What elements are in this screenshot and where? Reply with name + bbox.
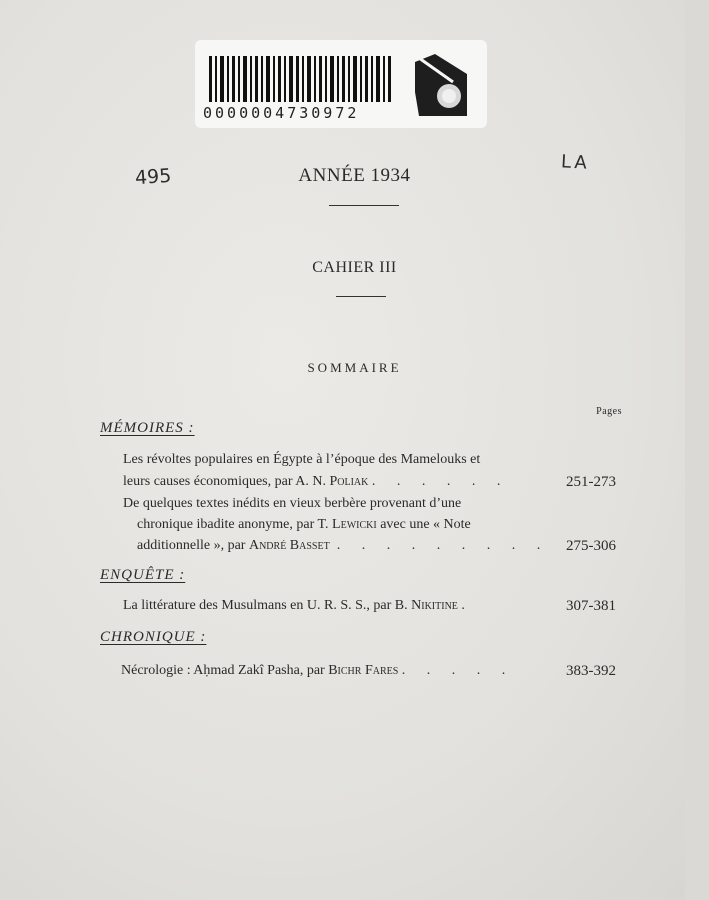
divider xyxy=(336,296,386,297)
entry-line xyxy=(123,598,465,614)
entry-line xyxy=(121,663,514,679)
entry-text: chronique ibadite anonyme, par T. xyxy=(137,517,333,532)
dot-leader: . . . . . xyxy=(401,663,515,678)
barcode-label xyxy=(195,40,487,128)
page-title-year: ANNÉE 1934 xyxy=(298,165,411,186)
entry-pages: 383-392 xyxy=(566,663,616,679)
entry-author: Bichr Fares xyxy=(328,663,399,678)
entry-author: Nikitine xyxy=(411,598,458,613)
entry-text: additionnelle », par xyxy=(137,538,249,553)
entry-text: leurs causes économiques, par A. N. xyxy=(123,474,330,489)
entry-line: Les révoltes populaires en Égypte à l’époque des Mamelouks et xyxy=(123,452,481,467)
dot-leader: . xyxy=(461,598,465,613)
contents-heading: SOMMAIRE xyxy=(307,360,402,375)
entry-line xyxy=(137,517,471,533)
barcode-bars xyxy=(207,56,393,106)
entry-line xyxy=(137,538,549,554)
entry-author: André Basset xyxy=(248,538,330,553)
dot-leader: . . . . . . . . . xyxy=(336,538,550,553)
handwritten-left-note: 495 xyxy=(134,164,172,190)
entry-line: De quelques textes inédits en vieux berbère provenant d’une xyxy=(123,496,462,511)
entry-author: Poliak xyxy=(329,474,369,489)
entry-pages: 251-273 xyxy=(566,474,616,490)
entry-pages: 307-381 xyxy=(566,598,616,614)
entry-author: Lewicki xyxy=(332,517,377,532)
handwritten-right-note: LA xyxy=(560,151,591,174)
section-title-enquete: ENQUÊTE : xyxy=(100,567,186,583)
entry-text: La littérature des Musulmans en U. R. S. S., par B. xyxy=(123,598,412,613)
issue-number: CAHIER III xyxy=(312,259,397,276)
page-edge xyxy=(685,0,709,900)
pages-column-label: Pages xyxy=(596,406,622,417)
entry-text: Nécrologie : Aḥmad Zakî Pasha, par xyxy=(121,663,329,678)
entry-line xyxy=(123,474,509,490)
barcode-number: 0000004730972 xyxy=(203,104,360,122)
section-title-memoires: MÉMOIRES : xyxy=(100,420,195,436)
dot-leader: . . . . . . xyxy=(371,474,510,489)
library-logo-icon xyxy=(413,52,469,118)
entry-pages: 275-306 xyxy=(566,538,616,554)
entry-text: avec une « Note xyxy=(376,517,471,532)
divider xyxy=(329,205,399,206)
section-title-chronique: CHRONIQUE : xyxy=(100,629,207,645)
